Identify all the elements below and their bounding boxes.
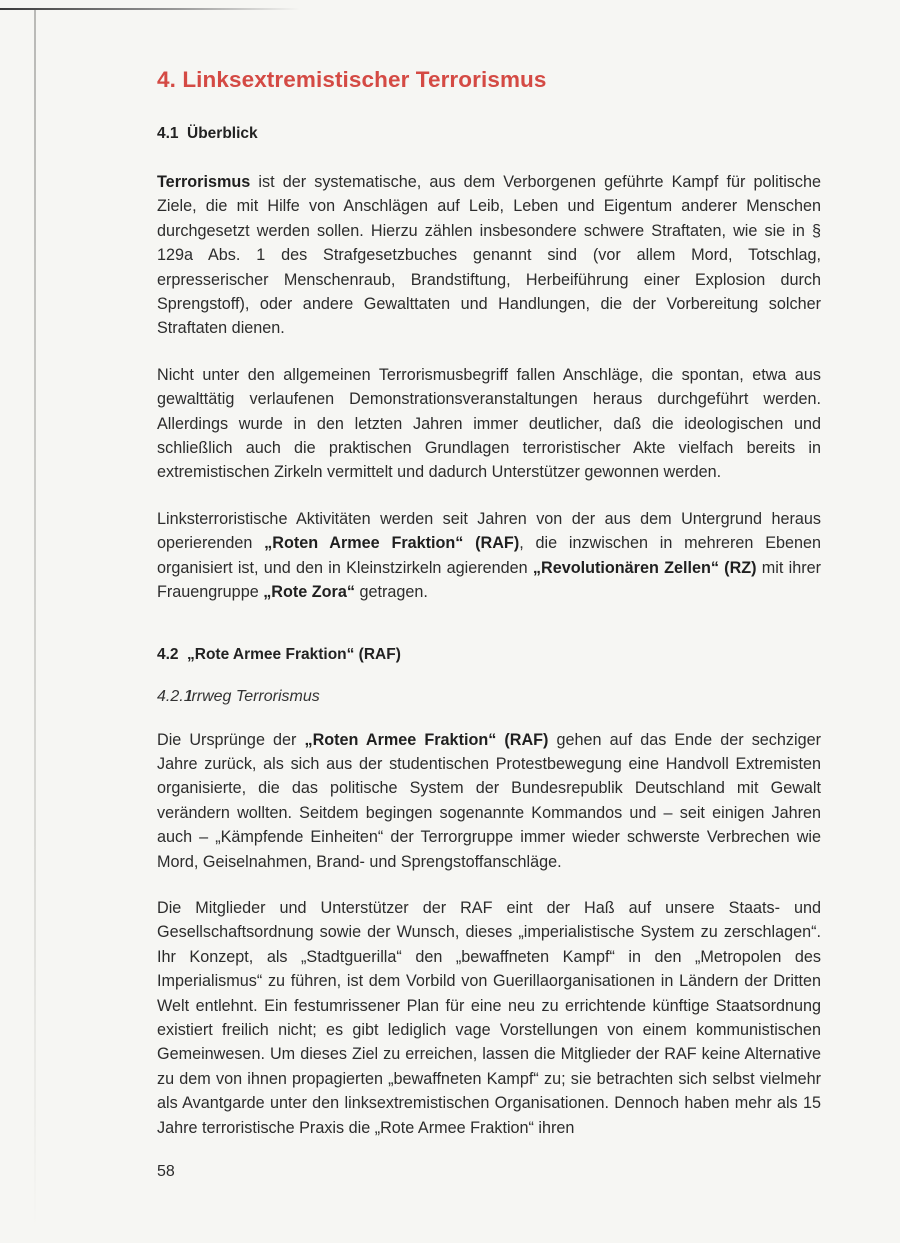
text-run: Linksterroristische Aktivitäten werden seit Jahren von der aus dem Untergrund heraus operierenden (157, 509, 821, 553)
paragraph-raf-members: Die Mitglieder und Unterstützer der RAF eint der Haß auf unsere Staats- und Gesellschaftsordnung sowie der Wunsch, dieses „imperialistische System zu zerschlagen“. Ihr Konzept, als „Stadtguerilla“ den „bewaffneten Kampf“ in den „Metropolen des Imperialismus“ zu führen, ist dem Vorbild von Guerillaorganisationen in Ländern der Dritten Welt entlehnt. Ein festumrissener Plan für eine neu zu errichtende künftige Staatsordnung existiert freilich nicht; es gibt lediglich vage Vorstellungen von einem kommunistischen Gemeinwesen. Um dieses Ziel zu erreichen, lassen die Mitglieder der RAF keine Alternative zu dem von ihnen propagierten „bewaffneten Kampf“ zu; sie betrachten sich selbst vielmehr als Avantgarde unter den linksextremistischen Organisationen. Dennoch haben mehr als 15 Jahre terroristische Praxis die „Rote Armee Fraktion“ ihren (157, 898, 821, 1137)
paragraph-exclusions: Nicht unter den allgemeinen Terrorismusbegriff fallen Anschläge, die spontan, etwa aus gewalttätig verlaufenen Demonstrationsveranstaltungen heraus durchgeführt werden. Allerdings wurde in den letzten Jahren immer deutlicher, daß die ideologischen und schließlich auch die praktischen Grundlagen terroristischer Akte vielfach bereits in extremistischen Zirkeln vermittelt und dadurch Unterstützer gewonnen werden. (157, 365, 821, 482)
bold-term-raf: „Roten Armee Fraktion“ (RAF) (264, 534, 520, 553)
text-run: Die Ursprünge der (157, 730, 305, 749)
text-run: , die inzwischen in mehreren Ebenen organisiert ist, und den in Kleinstzirkeln agierenden (157, 534, 822, 577)
section-title: „Rote Armee Fraktion“ (RAF) (187, 645, 401, 663)
page-number: 58 (157, 1163, 175, 1180)
lead-term: Terrorismus (157, 173, 251, 191)
scan-edge-left (34, 10, 36, 1230)
paragraph-left-terror-groups (157, 507, 821, 605)
section-heading-raf (157, 645, 821, 665)
bold-term-rote-zora: „Rote Zora“ (263, 583, 355, 602)
bold-term-raf: „Roten Armee Fraktion“ (RAF) (304, 730, 549, 749)
text-run: gehen auf das Ende der sechziger Jahre zurück, als sich aus der studentischen Protestbewegung eine Handvoll Extremisten organisierte, die das politische System der Bundesrepublik Deutschland mit Gewalt verändern wollten. Seitdem begingen sogenannte Kommandos und – seit einigen Jahren auch – „Kämpfende Einheiten“ der Terrorgruppe immer wieder schwerste Verbrechen wie Mord, Geiselnahmen, Brand- und Sprengstoffanschläge. (157, 730, 821, 871)
scan-edge-top (0, 8, 300, 10)
subsection-heading-irrweg (157, 687, 821, 707)
paragraph-raf-origins (157, 728, 821, 874)
text-run: mit ihrer Frauengruppe (157, 558, 821, 602)
document-page (157, 66, 821, 1140)
subsection-title: Irrweg Terrorismus (187, 687, 320, 705)
paragraph-text: ist der systematische, aus dem Verborgenen geführte Kampf für politische Ziele, die mit Hilfe von Anschlägen auf Leib, Leben und Eigentum anderer Menschen durchgesetzt werden sollen. Hierzu zählen insbesondere schwere Straftaten, wie sie in § 129a Abs. 1 des Strafgesetzbuches genannt sind (vor allem Mord, Totschlag, erpresserischer Menschenraub, Brandstiftung, Herbeiführung einer Explosion durch Sprengstoff), oder andere Gewalttaten und Handlungen, die der Vorbereitung solcher Straftaten dienen. (157, 173, 821, 338)
section-title: Überblick (187, 125, 258, 142)
section-heading-overview (157, 124, 821, 144)
subsection-number: 4.2.1 (157, 687, 193, 705)
bold-term-rz: „Revolutionären Zellen“ (RZ) (532, 558, 757, 577)
chapter-title: 4. Linksextremistischer Terrorismus (157, 67, 547, 92)
paragraph-terrorism-definition (157, 170, 821, 341)
section-number: 4.1 (157, 125, 179, 142)
section-number: 4.2 (157, 645, 179, 663)
text-run: getragen. (354, 583, 428, 602)
